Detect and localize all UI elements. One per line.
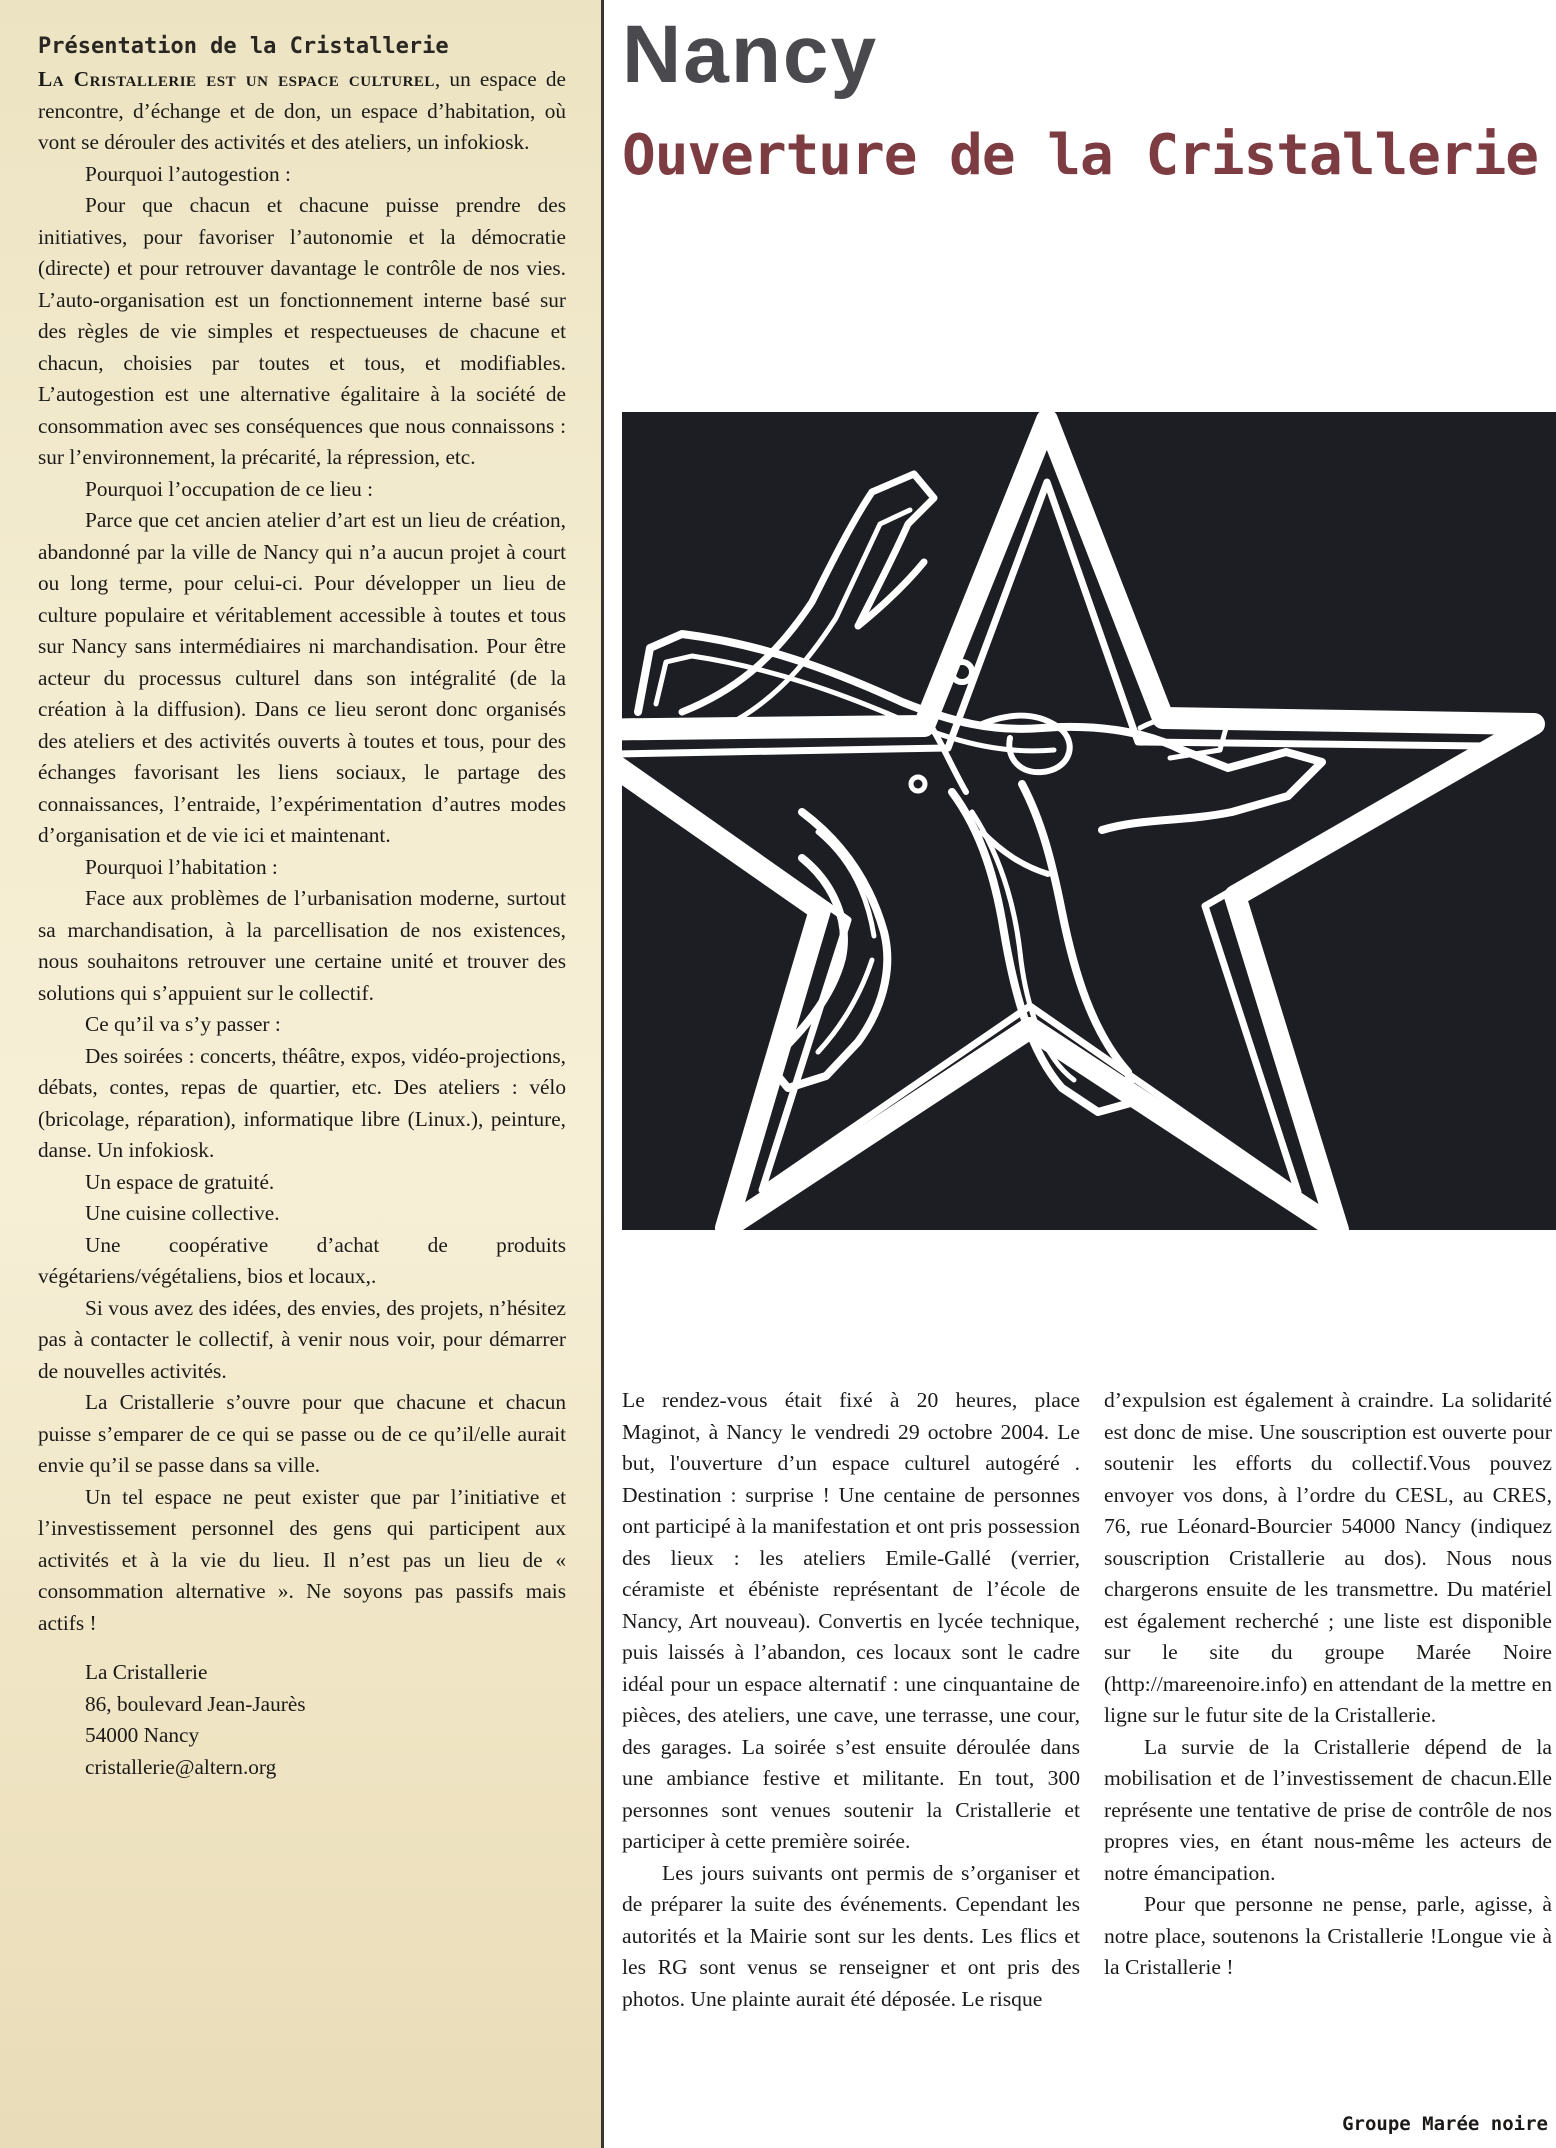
contact-name: La Cristallerie: [85, 1660, 208, 1684]
sidebar-paragraph: Parce que cet ancien atelier d’art est un lieu de création, abandonné par la ville de Nancy qui n’a aucun projet à court ou long terme, pour celui-ci. Pour développer un lieu de culture populaire et véritablement accessible à toutes et tous sur Nancy sans intermédiaires ni marchandisation. Pour être acteur du processus culturel dans son intégralité (de la création à la diffusion). Dans ce lieu seront donc organisés des ateliers et des activités ouverts à toutes et tous, pour des échanges favorisant les liens sociaux, le partage des connaissances, l’entraide, l’expérimentation d’autres modes d’organisation et de vie ici et maintenant.: [38, 508, 566, 847]
article-paragraph-continued: d’expulsion est également à craindre. La solidarité est donc de mise. Une souscription est ouverte pour soutenir les efforts du collectif.Vous pouvez envoyer vos dons, à l’ordre du CESL, au CRES, 76, rue Léonard-Bourcier 54000 Nancy (indiquez souscription Cristallerie au dos). Nous nous chargerons ensuite de les transmettre. Du matériel est également recherché ; une liste est disponible sur le site du groupe Marée Noire (http://mareenoire.info) en attendant de la mettre en ligne sur le futur site de la Cristallerie.: [1104, 1388, 1552, 1727]
article-subheadline: Ouverture de la Cristallerie: [622, 123, 1539, 188]
sidebar-heading-autogestion: Pourquoi l’autogestion :: [85, 161, 291, 186]
contact-email[interactable]: cristallerie@altern.org: [85, 1754, 277, 1779]
sidebar-paragraph: Un tel espace ne peut exister que par l’initiative et l’investissement personnel des gens qui participent aux activités et à la vie du lieu. Il n’est pas un lieu de « consommation alternative ». Ne soyons pas passifs mais actifs !: [38, 1484, 566, 1635]
article-signature: Groupe Marée noire: [1342, 2113, 1548, 2135]
sidebar-paragraph: Face aux problèmes de l’urbanisation moderne, surtout sa marchandisation, à la parcellisation de nos existences, nous souhaitons retrouver une certaine unité et trouver des solutions qui s’appuient sur le collectif.: [38, 886, 566, 1005]
sidebar-content: [38, 32, 566, 1783]
sidebar-intro-lead: La Cristallerie est un espace culturel: [38, 67, 435, 91]
sidebar-heading-occupation: Pourquoi l’occupation de ce lieu :: [85, 476, 374, 501]
contact-street: 86, boulevard Jean-Jaurès: [85, 1691, 306, 1716]
article-paragraph: La survie de la Cristallerie dépend de la mobilisation et de l’investissement de chacun.Elle représente une tentative de prise de contrôle de nos propres vies, en étant nous-même les acteurs de notre émancipation.: [1104, 1734, 1552, 1885]
sidebar-intro: [38, 64, 566, 159]
article-paragraph: Les jours suivants ont permis de s’organiser et de préparer la suite des événements. Cependant les autorités et la Mairie sont sur les dents. Les flics et les RG sont venus se renseigner et ont pris des photos. Une plainte aurait été déposée. Le risque: [622, 1860, 1080, 2011]
sidebar-title: Présentation de la Cristallerie: [38, 34, 449, 59]
sidebar-paragraph: Si vous avez des idées, des envies, des projets, n’hésitez pas à contacter le collectif, à venir nous voir, pour démarrer de nouvelles activités.: [38, 1295, 566, 1383]
article-paragraph: Le rendez-vous était fixé à 20 heures, place Maginot, à Nancy le vendredi 29 octobre 2004. Le but, l'ouverture d’un espace culturel autogéré . Destination : surprise ! Une centaine de personnes ont participé à la manifestation et ont pris possession des lieux : les ateliers Emile-Gallé (verrier, céramiste et ébéniste représentant de l’école de Nancy, Art nouveau). Convertis en lycée technique, puis laissés à l’abandon, ces locaux sont le cadre idéal pour un espace alternatif : une cinquantaine de pièces, des ateliers, une cave, une terrasse, une cour, des garages. La soirée s’est ensuite déroulée dans une ambiance festive et militante. En tout, 300 personnes sont venues soutenir la Cristallerie et participer à cette première soirée.: [622, 1388, 1080, 1853]
sidebar-intro-text: , un espace de rencontre, d’échange et de don, un espace d’habitation, où vont se dérouler des activités et des ateliers, un infokiosk.: [38, 67, 566, 154]
sidebar-paragraph: Une coopérative d’achat de produits végétariens/végétaliens, bios et locaux,.: [38, 1232, 566, 1288]
sidebar-paragraph: Une cuisine collective.: [85, 1201, 280, 1225]
article-column-2: [1104, 1385, 1552, 1984]
article-headline: Nancy: [622, 9, 879, 100]
star-figure-icon: [622, 412, 1556, 1230]
sidebar-paragraph: La Cristallerie s’ouvre pour que chacune et chacun puisse s’emparer de ce qui se passe ou de ce qu’il/elle aurait envie qu’il se passe dans sa ville.: [38, 1390, 566, 1477]
contact-city: 54000 Nancy: [85, 1723, 200, 1747]
sidebar-heading-programme: Ce qu’il va s’y passer :: [85, 1012, 281, 1036]
article-column-1: [622, 1385, 1080, 2015]
article-paragraph: Pour que personne ne pense, parle, agisse, à notre place, soutenons la Cristallerie !Longue vie à la Cristallerie !: [1104, 1892, 1552, 1979]
sidebar-paragraph: Pour que chacun et chacune puisse prendre des initiatives, pour favoriser l’autonomie et la démocratie (directe) et pour retrouver davantage le contrôle de nos vies. L’auto-organisation est un fonctionnement interne basé sur des règles de vie simples et respectueuses de chacune et chacun, choisies par toutes et tous, et modifiables. L’autogestion est une alternative égalitaire à la société de consommation avec ses conséquences que nous connaissons : sur l’environnement, la précarité, la répression, etc.: [38, 193, 566, 469]
sidebar-paragraph: Un espace de gratuité.: [85, 1169, 275, 1194]
contact-address: [38, 1657, 566, 1783]
sidebar-panel: [0, 0, 604, 2148]
sidebar-heading-habitation: Pourquoi l’habitation :: [85, 854, 278, 879]
sidebar-paragraph: Des soirées : concerts, théâtre, expos, vidéo-projections, débats, contes, repas de quartier, etc. Des ateliers : vélo (bricolage, réparation), informatique libre (Linux.), peinture, danse. Un infokiosk.: [38, 1043, 566, 1162]
star-figure-illustration: [622, 412, 1556, 1230]
